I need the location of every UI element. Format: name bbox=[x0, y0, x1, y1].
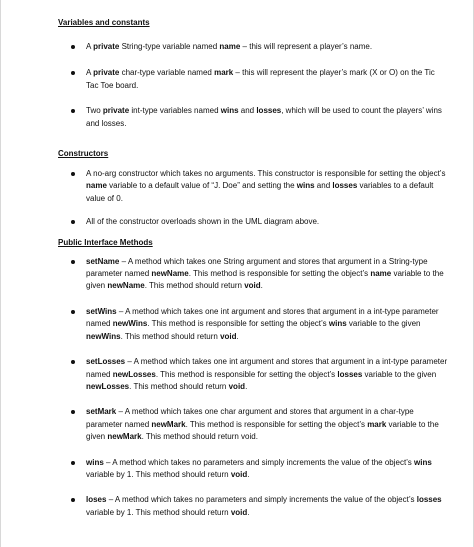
section-heading-constructors: Constructors bbox=[58, 149, 109, 159]
bold-text-run: newName bbox=[151, 269, 189, 279]
text-run: char-type variable named bbox=[119, 68, 215, 78]
text-run: – A method which takes one int argument and stores that argument in a int-type parameter named bbox=[86, 357, 448, 379]
text-run: . This method should return bbox=[144, 281, 245, 291]
text-run: int-type variables named bbox=[129, 106, 221, 116]
bold-text-run: void bbox=[230, 469, 248, 479]
list-item bbox=[58, 41, 448, 53]
text-run: . bbox=[247, 507, 250, 517]
text-run: – this will represent the player’s mark (X or O) on the Tic Tac Toe board. bbox=[86, 68, 435, 90]
text-run: and bbox=[314, 181, 333, 191]
bold-text-run: setName bbox=[86, 256, 120, 266]
bold-text-run: newWins bbox=[112, 319, 148, 329]
bold-text-run: mark bbox=[367, 419, 387, 429]
bold-text-run: newName bbox=[107, 281, 145, 291]
bullet-icon bbox=[71, 220, 75, 224]
bold-text-run: private bbox=[93, 68, 120, 78]
bold-text-run: name bbox=[370, 269, 392, 279]
list-item bbox=[58, 67, 448, 92]
bold-text-run: setLosses bbox=[86, 357, 126, 367]
bold-text-run: newLosses bbox=[86, 381, 130, 391]
bold-text-run: private bbox=[102, 106, 130, 116]
constructors-list bbox=[58, 168, 448, 229]
text-run: variable by 1. This method should return bbox=[86, 469, 231, 479]
bold-text-run: name bbox=[219, 42, 241, 51]
bold-text-run: wins bbox=[86, 457, 104, 467]
bold-text-run: wins bbox=[328, 319, 347, 329]
list-item bbox=[58, 216, 448, 228]
text-run: . This method should return bbox=[129, 381, 229, 391]
list-item bbox=[58, 457, 448, 482]
text-run: , which will be used to count the players’ wins and losses. bbox=[86, 106, 442, 128]
text-run: . bbox=[260, 281, 263, 291]
bold-text-run: name bbox=[86, 181, 107, 191]
bold-text-run: void bbox=[228, 381, 246, 391]
bold-text-run: void bbox=[220, 331, 237, 341]
bold-text-run: setMark bbox=[86, 407, 117, 417]
text-run: – A method which takes one String argument and stores that argument in a String-type parameter named bbox=[86, 256, 428, 279]
text-run: . bbox=[236, 331, 239, 341]
bullet-icon bbox=[71, 498, 75, 502]
list-item bbox=[58, 168, 448, 205]
variables-list bbox=[58, 41, 448, 130]
text-run: A no-arg constructor which takes no arguments. This constructor is responsible for setting the object’s bbox=[86, 169, 446, 179]
text-run: A bbox=[86, 68, 94, 78]
bullet-icon bbox=[71, 109, 75, 113]
text-run: A bbox=[86, 42, 94, 51]
text-run: String-type variable named bbox=[119, 42, 220, 51]
bold-text-run: losses bbox=[337, 369, 363, 379]
bullet-icon bbox=[71, 310, 75, 314]
bold-text-run: wins bbox=[296, 181, 315, 191]
text-run: . bbox=[245, 381, 248, 391]
bold-text-run: newMark bbox=[107, 432, 142, 442]
bullet-icon bbox=[71, 71, 75, 75]
bold-text-run: loses bbox=[86, 495, 107, 505]
bold-text-run: newMark bbox=[151, 419, 186, 429]
text-run: variable to the given bbox=[346, 319, 421, 329]
bold-text-run: setWins bbox=[86, 306, 117, 316]
bold-text-run: losses bbox=[332, 181, 358, 191]
text-run: variables to a default value of 0. bbox=[86, 181, 434, 203]
bold-text-run: newLosses bbox=[112, 369, 156, 379]
list-item bbox=[58, 306, 448, 343]
text-run: . This method should return bbox=[120, 331, 221, 341]
bullet-icon bbox=[71, 45, 75, 49]
text-run: – A method which takes no parameters and simply increments the value of the object’s bbox=[106, 495, 417, 505]
text-run: variable to the given bbox=[362, 369, 437, 379]
bold-text-run: private bbox=[93, 42, 120, 51]
text-run: All of the constructor overloads shown in the UML diagram above. bbox=[86, 217, 320, 227]
bold-text-run: void bbox=[230, 507, 248, 517]
text-run: . This method is responsible for setting the object’s bbox=[147, 319, 329, 329]
text-run: – A method which takes one char argument and stores that argument in a char-type parameter named bbox=[86, 407, 414, 429]
bold-text-run: void bbox=[244, 281, 261, 291]
text-run: variable to the given bbox=[86, 419, 439, 442]
section-heading-public-interface-methods: Public Interface Methods bbox=[58, 237, 153, 247]
text-run: Two bbox=[86, 106, 103, 116]
bullet-icon bbox=[71, 410, 75, 414]
bold-text-run: newWins bbox=[86, 331, 121, 341]
bullet-icon bbox=[71, 172, 75, 176]
section-heading-variables: Variables and constants bbox=[58, 18, 150, 27]
bold-text-run: wins bbox=[414, 457, 432, 467]
text-run: variable to the given bbox=[86, 269, 444, 291]
list-item bbox=[58, 494, 448, 519]
bold-text-run: losses bbox=[256, 106, 282, 116]
text-run: . This method is responsible for setting the object’s bbox=[155, 369, 338, 379]
list-item bbox=[58, 256, 448, 293]
list-item bbox=[58, 105, 448, 130]
text-run: . This method is responsible for setting the object’s bbox=[185, 419, 368, 429]
bold-text-run: losses bbox=[416, 495, 442, 505]
list-item bbox=[58, 356, 448, 393]
bold-text-run: wins bbox=[220, 106, 239, 116]
text-run: – A method which takes one int argument and stores that argument in a int-type parameter named bbox=[86, 306, 439, 329]
text-run: and bbox=[238, 106, 257, 116]
bullet-icon bbox=[71, 360, 75, 364]
text-run: . This method should return void. bbox=[141, 432, 258, 442]
bullet-icon bbox=[71, 260, 75, 264]
text-run: . This method is responsible for setting the object’s bbox=[188, 269, 371, 279]
bold-text-run: mark bbox=[214, 68, 234, 78]
methods-list bbox=[58, 256, 448, 520]
document-body bbox=[58, 17, 448, 519]
bullet-icon bbox=[71, 461, 75, 465]
text-run: – A method which takes no parameters and simply increments the value of the object’s bbox=[103, 457, 415, 467]
text-run: variable to a default value of “J. Doe” and setting the bbox=[106, 181, 297, 191]
text-run: variable by 1. This method should return bbox=[86, 507, 231, 517]
text-run: . bbox=[247, 469, 250, 479]
list-item bbox=[58, 406, 448, 443]
text-run: – this will represent a player’s name. bbox=[240, 42, 373, 51]
